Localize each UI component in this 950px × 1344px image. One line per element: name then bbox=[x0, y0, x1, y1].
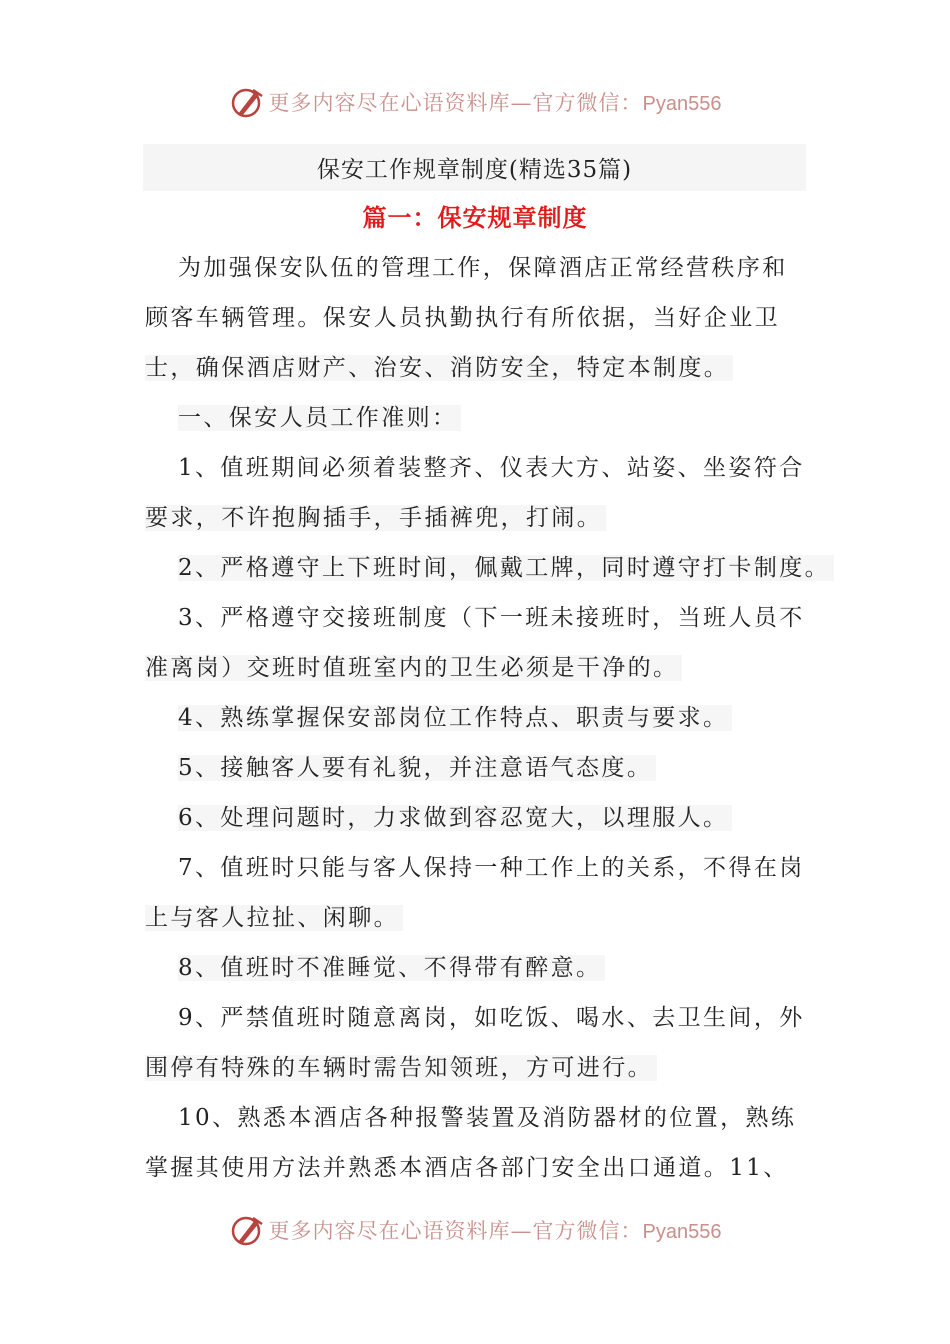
body-line bbox=[145, 650, 682, 686]
banner-wechat-id: Pyan556 bbox=[642, 93, 722, 115]
banner-text bbox=[269, 87, 722, 117]
body-line bbox=[145, 1050, 657, 1086]
body-line bbox=[178, 1000, 805, 1036]
body-line bbox=[178, 400, 461, 436]
body-line bbox=[178, 850, 805, 886]
header-banner bbox=[0, 80, 950, 124]
line-text: 1、值班期间必须着装整齐、仪表大方、站姿、坐姿符合 bbox=[178, 455, 805, 481]
document-title: 保安工作规章制度(精选35篇) bbox=[143, 144, 806, 191]
banner-wechat-id: Pyan556 bbox=[642, 1221, 722, 1243]
body-line bbox=[178, 700, 732, 736]
pen-nib-logo-icon bbox=[229, 1212, 265, 1248]
body-line bbox=[178, 950, 605, 986]
section-title: 篇一：保安规章制度 bbox=[362, 203, 588, 232]
line-text: 10、熟悉本酒店各种报警装置及消防器材的位置，熟练 bbox=[178, 1105, 797, 1131]
body-line bbox=[178, 250, 788, 286]
line-text: 3、严格遵守交接班制度（下一班未接班时，当班人员不 bbox=[178, 605, 805, 631]
body-line bbox=[145, 500, 606, 536]
line-text: 2、严格遵守上下班时间，佩戴工牌，同时遵守打卡制度。 bbox=[178, 555, 834, 581]
line-text: 5、接触客人要有礼貌，并注意语气态度。 bbox=[178, 755, 656, 781]
line-text: 掌握其使用方法并熟悉本酒店各部门安全出口通道。11、 bbox=[145, 1155, 789, 1181]
line-text: 要求，不许抱胸插手，手插裤兜，打闹。 bbox=[145, 505, 606, 531]
line-text: 6、处理问题时，力求做到容忍宽大，以理服人。 bbox=[178, 805, 732, 831]
body-line bbox=[145, 1150, 789, 1186]
banner-label: 更多内容尽在心语资料库—官方微信： bbox=[268, 1219, 643, 1243]
line-text: 士，确保酒店财产、治安、消防安全，特定本制度。 bbox=[145, 355, 733, 381]
line-text: 一、保安人员工作准则： bbox=[178, 405, 461, 431]
line-text: 准离岗）交班时值班室内的卫生必须是干净的。 bbox=[145, 655, 682, 681]
pen-nib-logo-icon bbox=[229, 84, 265, 120]
body-line bbox=[145, 300, 780, 336]
line-text: 9、严禁值班时随意离岗，如吃饭、喝水、去卫生间，外 bbox=[178, 1005, 805, 1031]
line-text: 8、值班时不准睡觉、不得带有醉意。 bbox=[178, 955, 605, 981]
body-line bbox=[178, 750, 656, 786]
line-text: 7、值班时只能与客人保持一种工作上的关系，不得在岗 bbox=[178, 855, 805, 881]
line-text: 围停有特殊的车辆时需告知领班，方可进行。 bbox=[145, 1055, 657, 1081]
footer-banner bbox=[0, 1208, 950, 1252]
body-line bbox=[145, 350, 733, 386]
line-text: 上与客人拉扯、闲聊。 bbox=[145, 905, 403, 931]
body-line bbox=[178, 600, 805, 636]
body-line bbox=[178, 1100, 796, 1136]
banner-label: 更多内容尽在心语资料库—官方微信： bbox=[268, 91, 643, 115]
body-line bbox=[145, 900, 403, 936]
body-line bbox=[178, 450, 805, 486]
body-line bbox=[178, 550, 834, 586]
banner-text bbox=[269, 1215, 722, 1245]
line-text: 为加强保安队伍的管理工作，保障酒店正常经营秩序和 bbox=[178, 255, 788, 281]
body-line bbox=[178, 800, 732, 836]
line-text: 顾客车辆管理。保安人员执勤执行有所依据，当好企业卫 bbox=[145, 305, 780, 331]
line-text: 4、熟练掌握保安部岗位工作特点、职责与要求。 bbox=[178, 705, 732, 731]
